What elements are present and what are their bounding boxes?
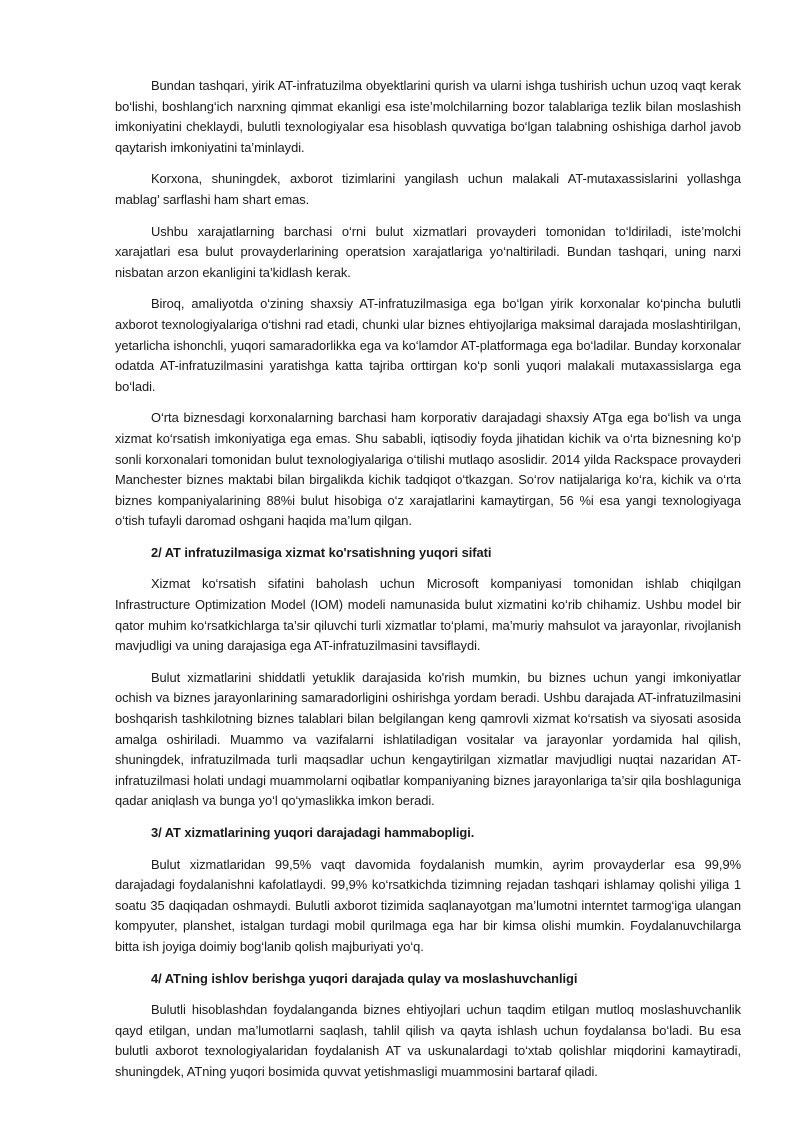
paragraph: Bulutli hisoblashdan foydalanganda biznes ehtiyojlari uchun taqdim etilgan mutloq moslashuvchanlik qayd etilgan, undan ma’lumotlarni saqlash, tahlil qilish va qayta ishlash uchun foydalansa bo‘ladi. Bu esa bulutli axborot texnologiyalaridan foydalanish AT va uskunalardagi to‘xtab qolishlar miqdorini kamaytiradi, shuningdek, ATning yuqori bosimida quvvat yetishmasligi muammosini bartaraf qiladi. xyxy=(115,1002,741,1079)
paragraph: Xizmat ko‘rsatish sifatini baholash uchun Microsoft kompaniyasi tomonidan ishlab chiqilgan Infrastructure Optimization Model (IOM) modeli namunasida bulut xizmatini ko‘rib chihamiz. Ushbu model bir qator muhim ko‘rsatkichlarga ta’sir qiluvchi turli xizmatlar to‘plami, ma’muriy mahsulot va jarayonlar, rivojlanish mavjudligi va uning darajasiga ega AT-infratuzilmasini tavsiflaydi. xyxy=(115,576,741,654)
section-heading: 3/ AT xizmatlarining yuqori darajadagi hammabopligi. xyxy=(151,825,475,840)
paragraph: Korxona, shuningdek, axborot tizimlarini yangilash uchun malakali AT-mutaxassislarini yollashga mablag’ sarflashi ham shart emas. xyxy=(115,171,741,207)
paragraph: Bulut xizmatlaridan 99,5% vaqt davomida foydalanish mumkin, ayrim provayderlar esa 99,9% darajadagi foydalanishni kafolatlaydi. 99,9% ko‘rsatkichda tizimning rejadan tashqari ishlamay qolishi yiliga 1 soatu 35 daqiqadan oshmaydi. Bulutli axborot tizimida saqlanayotgan ma’lumotni interntet tarmog‘iga ulangan kompyuter, planshet, istalgan turdagi mobil qurilmaga ega har bir kimsa olishi mumkin. Foydalanuvchilarga bitta ish joyiga doimiy bog‘lanib qolish majburiyati yo‘q. xyxy=(115,856,741,954)
document-page xyxy=(115,76,741,1094)
paragraph: Biroq, amaliyotda o‘zining shaxsiy AT-infratuzilmasiga ega bo‘lgan yirik korxonalar ko‘pincha bulutli axborot texnologiyalariga o‘tishni rad etadi, chunki ular biznes ehtiyojlariga maksimal darajada moslashtirilgan, yetarlicha ishonchli, yuqori samaradorlikka ega va ko‘lamdor AT-platformaga ega bo‘ladilar. Bunday korxonalar odatda AT-infratuzilmasini yaratishga katta tajriba orttirgan ko‘p sonli yuqori malakali mutaxassislarga ega bo‘ladi. xyxy=(115,296,741,394)
paragraph: Bundan tashqari, yirik AT-infratuzilma obyektlarini qurish va ularni ishga tushirish uchun uzoq vaqt kerak bo‘lishi, boshlang‘ich narxning qimmat ekanligi esa iste’molchilarning bozor talablariga tezlik bilan moslashish imkoniyatini cheklaydi, bulutli texnologiyalar esa hisoblash quvvatiga bo‘lgan talabning oshishiga darhol javob qaytarish imkoniyatini ta’minlaydi. xyxy=(115,78,741,155)
paragraph: Ushbu xarajatlarning barchasi o‘rni bulut xizmatlari provayderi tomonidan to‘ldiriladi, iste’molchi xarajatlari esa bulut provayderlarining operatsion xarajatlariga yo‘naltiriladi. Bundan tashqari, uning narxi nisbatan arzon ekanligini ta’kidlash kerak. xyxy=(115,223,741,280)
paragraph: Bulut xizmatlarini shiddatli yetuklik darajasida ko'rish mumkin, bu biznes uchun yangi imkoniyatlar ochish va biznes jarayonlarining samaradorligini oshirishga yordam beradi. Ushbu darajada AT-infratuzilmasini boshqarish tashkilotning biznes talablari bilan belgilangan keng qamrovli xizmat ko‘rsatish va siyosati asosida amalga oshiriladi. Muammo va vazifalarni ishlatiladigan vositalar va jarayonlar yordamida hal qilish, shuningdek, infratuzilmada turli maqsadlar uchun kengaytirilgan xizmatlar mavjudligi nuqtai nazaridan AT-infratuzilmasi holati undagi muammolarni oqibatlar kompaniyaning biznes jarayonlariga ta’sir qila boshlaguniga qadar aniqlash va bunga yo‘l qo‘ymaslikka imkon beradi. xyxy=(115,669,741,809)
paragraph: O‘rta biznesdagi korxonalarning barchasi ham korporativ darajadagi shaxsiy ATga ega bo‘lish va unga xizmat ko‘rsatish imkoniyatiga ega emas. Shu sababli, iqtisodiy foyda jihatidan kichik va o‘rta biznesning ko‘p sonli korxonalari tomonidan bulut texnologiyalariga o‘tilishi mutlaqo asoslidir. 2014 yilda Rackspace provayderi Manchester biznes maktabi bilan birgalikda kichik tadqiqot o‘tkazgan. So‘rov natijalariga ko‘ra, kichik va o‘rta biznes kompaniyalarining 88%i bulut hisobiga o‘z xarajatlarini kamaytirgan, 56 %i esa yangi texnologiyaga o‘tish tufayli daromad oshgani haqida ma’lum qilgan. xyxy=(115,410,741,529)
section-heading: 4/ ATning ishlov berishga yuqori darajada qulay va moslashuvchanligi xyxy=(151,970,578,986)
section-heading: 2/ AT infratuzilmasiga xizmat ko'rsatishning yuqori sifati xyxy=(151,544,492,560)
